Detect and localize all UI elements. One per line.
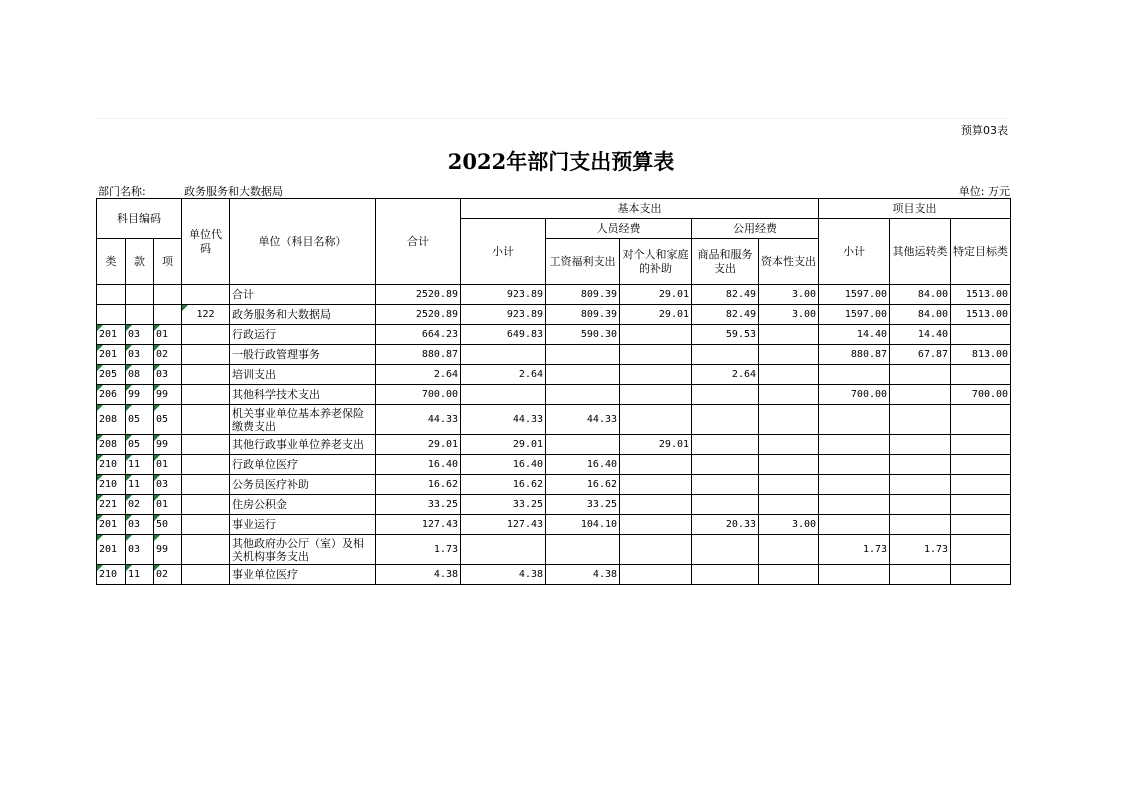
cell-other: 67.87 <box>890 345 951 365</box>
cell-basic-sub: 16.62 <box>461 475 546 495</box>
cell-capital: 3.00 <box>759 285 819 305</box>
cell-kuan: 11 <box>126 455 154 475</box>
header-unit-name: 单位（科目名称） <box>230 199 376 285</box>
cell-salary <box>546 365 620 385</box>
table-row <box>97 535 1011 565</box>
cell-salary: 590.30 <box>546 325 620 345</box>
cell-total: 4.38 <box>376 565 461 585</box>
cell-lei: 210 <box>97 455 126 475</box>
cell-capital <box>759 435 819 455</box>
cell-kuan: 11 <box>126 565 154 585</box>
cell-basic-sub: 44.33 <box>461 405 546 435</box>
department-label: 部门名称: <box>98 185 146 198</box>
cell-unit-code <box>182 435 230 455</box>
cell-goods <box>692 495 759 515</box>
cell-family: 29.01 <box>620 435 692 455</box>
cell-goods <box>692 435 759 455</box>
header-salary-welfare: 工资福利支出 <box>546 239 620 285</box>
cell-proj-sub: 1597.00 <box>819 305 890 325</box>
cell-special <box>951 325 1011 345</box>
cell-special: 813.00 <box>951 345 1011 365</box>
cell-capital <box>759 405 819 435</box>
cell-xiang: 02 <box>154 565 182 585</box>
cell-family <box>620 455 692 475</box>
table-row <box>97 565 1011 585</box>
cell-subject-name: 行政单位医疗 <box>230 455 376 475</box>
cell-other: 14.40 <box>890 325 951 345</box>
cell-capital <box>759 365 819 385</box>
cell-special <box>951 535 1011 565</box>
cell-kuan: 03 <box>126 535 154 565</box>
header-special-target: 特定目标类 <box>951 219 1011 285</box>
unit-label: 单位: 万元 <box>958 185 1010 198</box>
cell-capital <box>759 565 819 585</box>
cell-subject-name: 政务服务和大数据局 <box>230 305 376 325</box>
cell-special <box>951 475 1011 495</box>
cell-proj-sub: 880.87 <box>819 345 890 365</box>
cell-goods <box>692 535 759 565</box>
cell-kuan: 99 <box>126 385 154 405</box>
cell-kuan <box>126 305 154 325</box>
cell-salary <box>546 345 620 365</box>
cell-lei <box>97 305 126 325</box>
cell-goods <box>692 405 759 435</box>
header-public-funds: 公用经费 <box>692 219 819 239</box>
cell-total: 33.25 <box>376 495 461 515</box>
cell-total: 2520.89 <box>376 285 461 305</box>
cell-kuan: 11 <box>126 475 154 495</box>
cell-family <box>620 535 692 565</box>
cell-xiang: 01 <box>154 455 182 475</box>
header-lei: 类 <box>97 239 126 285</box>
table-row <box>97 515 1011 535</box>
cell-lei: 201 <box>97 325 126 345</box>
cell-family <box>620 385 692 405</box>
cell-xiang: 03 <box>154 365 182 385</box>
table-row <box>97 475 1011 495</box>
cell-basic-sub: 2.64 <box>461 365 546 385</box>
cell-proj-sub: 1597.00 <box>819 285 890 305</box>
cell-xiang: 99 <box>154 385 182 405</box>
cell-kuan: 03 <box>126 515 154 535</box>
header-capital-expenditure: 资本性支出 <box>759 239 819 285</box>
cell-total: 16.40 <box>376 455 461 475</box>
cell-proj-sub <box>819 455 890 475</box>
cell-lei: 221 <box>97 495 126 515</box>
cell-total: 1.73 <box>376 535 461 565</box>
cell-total: 664.23 <box>376 325 461 345</box>
cell-special <box>951 455 1011 475</box>
cell-family: 29.01 <box>620 285 692 305</box>
cell-subject-name: 合计 <box>230 285 376 305</box>
cell-family <box>620 325 692 345</box>
cell-kuan <box>126 285 154 305</box>
cell-special: 700.00 <box>951 385 1011 405</box>
cell-xiang: 99 <box>154 535 182 565</box>
header-family-subsidy: 对个人和家庭的补助 <box>620 239 692 285</box>
cell-goods: 2.64 <box>692 365 759 385</box>
cell-basic-sub: 127.43 <box>461 515 546 535</box>
cell-total: 16.62 <box>376 475 461 495</box>
cell-subject-name: 行政运行 <box>230 325 376 345</box>
cell-other <box>890 515 951 535</box>
cell-xiang <box>154 305 182 325</box>
cell-special <box>951 435 1011 455</box>
cell-xiang: 01 <box>154 325 182 345</box>
cell-unit-code <box>182 285 230 305</box>
cell-total: 2.64 <box>376 365 461 385</box>
cell-capital <box>759 325 819 345</box>
cell-special <box>951 495 1011 515</box>
cell-total: 2520.89 <box>376 305 461 325</box>
cell-family <box>620 405 692 435</box>
header-basic-subtotal: 小计 <box>461 219 546 285</box>
cell-salary: 16.40 <box>546 455 620 475</box>
cell-unit-code <box>182 535 230 565</box>
cell-salary: 44.33 <box>546 405 620 435</box>
cell-other <box>890 495 951 515</box>
table-row <box>97 435 1011 455</box>
cell-capital <box>759 345 819 365</box>
cell-unit-code: 122 <box>182 305 230 325</box>
header-personnel-funds: 人员经费 <box>546 219 692 239</box>
cell-salary: 104.10 <box>546 515 620 535</box>
cell-family <box>620 495 692 515</box>
cell-lei: 205 <box>97 365 126 385</box>
cell-lei: 208 <box>97 405 126 435</box>
cell-subject-name: 事业单位医疗 <box>230 565 376 585</box>
cell-kuan: 03 <box>126 345 154 365</box>
cell-basic-sub: 29.01 <box>461 435 546 455</box>
table-row <box>97 285 1011 305</box>
cell-family <box>620 565 692 585</box>
cell-family <box>620 345 692 365</box>
header-goods-services: 商品和服务支出 <box>692 239 759 285</box>
cell-subject-name: 其他科学技术支出 <box>230 385 376 405</box>
table-row <box>97 365 1011 385</box>
cell-lei: 210 <box>97 565 126 585</box>
budget-table <box>96 198 1011 585</box>
cell-salary: 33.25 <box>546 495 620 515</box>
cell-total: 44.33 <box>376 405 461 435</box>
cell-lei: 206 <box>97 385 126 405</box>
cell-other: 1.73 <box>890 535 951 565</box>
cell-basic-sub: 923.89 <box>461 285 546 305</box>
table-row <box>97 385 1011 405</box>
cell-goods <box>692 475 759 495</box>
cell-goods <box>692 565 759 585</box>
cell-unit-code <box>182 365 230 385</box>
page-title: 2022年部门支出预算表 <box>447 149 675 174</box>
cell-proj-sub <box>819 495 890 515</box>
cell-subject-name: 公务员医疗补助 <box>230 475 376 495</box>
cell-special <box>951 405 1011 435</box>
cell-unit-code <box>182 325 230 345</box>
cell-unit-code <box>182 455 230 475</box>
cell-salary: 16.62 <box>546 475 620 495</box>
cell-other <box>890 565 951 585</box>
cell-unit-code <box>182 385 230 405</box>
cell-salary <box>546 435 620 455</box>
cell-capital <box>759 455 819 475</box>
cell-proj-sub <box>819 515 890 535</box>
header-unit-code: 单位代码 <box>182 199 230 285</box>
cell-subject-name: 培训支出 <box>230 365 376 385</box>
cell-lei <box>97 285 126 305</box>
cell-special <box>951 565 1011 585</box>
cell-lei: 201 <box>97 345 126 365</box>
cell-subject-name: 其他政府办公厅（室）及相关机构事务支出 <box>230 535 376 565</box>
cell-unit-code <box>182 565 230 585</box>
cell-kuan: 03 <box>126 325 154 345</box>
cell-goods: 82.49 <box>692 305 759 325</box>
cell-xiang: 50 <box>154 515 182 535</box>
cell-proj-sub: 700.00 <box>819 385 890 405</box>
cell-basic-sub: 923.89 <box>461 305 546 325</box>
cell-proj-sub: 14.40 <box>819 325 890 345</box>
cell-total: 29.01 <box>376 435 461 455</box>
cell-subject-name: 其他行政事业单位养老支出 <box>230 435 376 455</box>
cell-lei: 208 <box>97 435 126 455</box>
cell-xiang: 05 <box>154 405 182 435</box>
header-subject-code: 科目编码 <box>97 199 182 239</box>
cell-other <box>890 455 951 475</box>
cell-basic-sub <box>461 535 546 565</box>
cell-salary <box>546 385 620 405</box>
cell-family <box>620 365 692 385</box>
cell-proj-sub <box>819 405 890 435</box>
cell-kuan: 05 <box>126 435 154 455</box>
cell-other <box>890 475 951 495</box>
cell-other <box>890 435 951 455</box>
cell-salary: 4.38 <box>546 565 620 585</box>
cell-family <box>620 475 692 495</box>
cell-xiang <box>154 285 182 305</box>
header-kuan: 款 <box>126 239 154 285</box>
table-row <box>97 325 1011 345</box>
cell-salary <box>546 535 620 565</box>
cell-xiang: 99 <box>154 435 182 455</box>
cell-kuan: 02 <box>126 495 154 515</box>
cell-xiang: 02 <box>154 345 182 365</box>
cell-total: 127.43 <box>376 515 461 535</box>
cell-capital <box>759 385 819 405</box>
cell-salary: 809.39 <box>546 285 620 305</box>
cell-basic-sub: 33.25 <box>461 495 546 515</box>
form-number: 预算03表 <box>961 124 1008 137</box>
table-row <box>97 405 1011 435</box>
cell-other <box>890 405 951 435</box>
cell-unit-code <box>182 475 230 495</box>
cell-goods <box>692 385 759 405</box>
cell-basic-sub: 16.40 <box>461 455 546 475</box>
cell-special <box>951 515 1011 535</box>
cell-basic-sub: 4.38 <box>461 565 546 585</box>
cell-proj-sub: 1.73 <box>819 535 890 565</box>
cell-other: 84.00 <box>890 305 951 325</box>
cell-capital: 3.00 <box>759 515 819 535</box>
cell-kuan: 05 <box>126 405 154 435</box>
cell-capital <box>759 495 819 515</box>
cell-basic-sub <box>461 385 546 405</box>
cell-lei: 201 <box>97 535 126 565</box>
cell-total: 880.87 <box>376 345 461 365</box>
cell-other <box>890 365 951 385</box>
cell-proj-sub <box>819 565 890 585</box>
header-xiang: 项 <box>154 239 182 285</box>
cell-subject-name: 一般行政管理事务 <box>230 345 376 365</box>
cell-xiang: 01 <box>154 495 182 515</box>
table-row <box>97 345 1011 365</box>
cell-family <box>620 515 692 535</box>
cell-goods: 59.53 <box>692 325 759 345</box>
cell-salary: 809.39 <box>546 305 620 325</box>
cell-proj-sub <box>819 475 890 495</box>
cell-basic-sub: 649.83 <box>461 325 546 345</box>
cell-xiang: 03 <box>154 475 182 495</box>
cell-subject-name: 机关事业单位基本养老保险缴费支出 <box>230 405 376 435</box>
header-other-transfer: 其他运转类 <box>890 219 951 285</box>
table-row <box>97 495 1011 515</box>
cell-capital <box>759 475 819 495</box>
cell-proj-sub <box>819 435 890 455</box>
cell-other: 84.00 <box>890 285 951 305</box>
cell-unit-code <box>182 345 230 365</box>
header-total: 合计 <box>376 199 461 285</box>
cell-total: 700.00 <box>376 385 461 405</box>
cell-lei: 201 <box>97 515 126 535</box>
cell-unit-code <box>182 495 230 515</box>
cell-kuan: 08 <box>126 365 154 385</box>
cell-unit-code <box>182 405 230 435</box>
cell-goods: 82.49 <box>692 285 759 305</box>
cell-basic-sub <box>461 345 546 365</box>
cell-goods <box>692 455 759 475</box>
header-basic-expenditure: 基本支出 <box>461 199 819 219</box>
cell-special <box>951 365 1011 385</box>
cell-goods <box>692 345 759 365</box>
cell-special: 1513.00 <box>951 305 1011 325</box>
cell-goods: 20.33 <box>692 515 759 535</box>
cell-subject-name: 事业运行 <box>230 515 376 535</box>
cell-other <box>890 385 951 405</box>
header-project-expenditure: 项目支出 <box>819 199 1011 219</box>
top-border-line <box>96 118 1010 119</box>
cell-unit-code <box>182 515 230 535</box>
table-row <box>97 305 1011 325</box>
cell-special: 1513.00 <box>951 285 1011 305</box>
cell-proj-sub <box>819 365 890 385</box>
department-name: 政务服务和大数据局 <box>184 185 283 198</box>
cell-lei: 210 <box>97 475 126 495</box>
cell-family: 29.01 <box>620 305 692 325</box>
header-project-subtotal: 小计 <box>819 219 890 285</box>
cell-capital: 3.00 <box>759 305 819 325</box>
cell-capital <box>759 535 819 565</box>
cell-subject-name: 住房公积金 <box>230 495 376 515</box>
table-row <box>97 455 1011 475</box>
